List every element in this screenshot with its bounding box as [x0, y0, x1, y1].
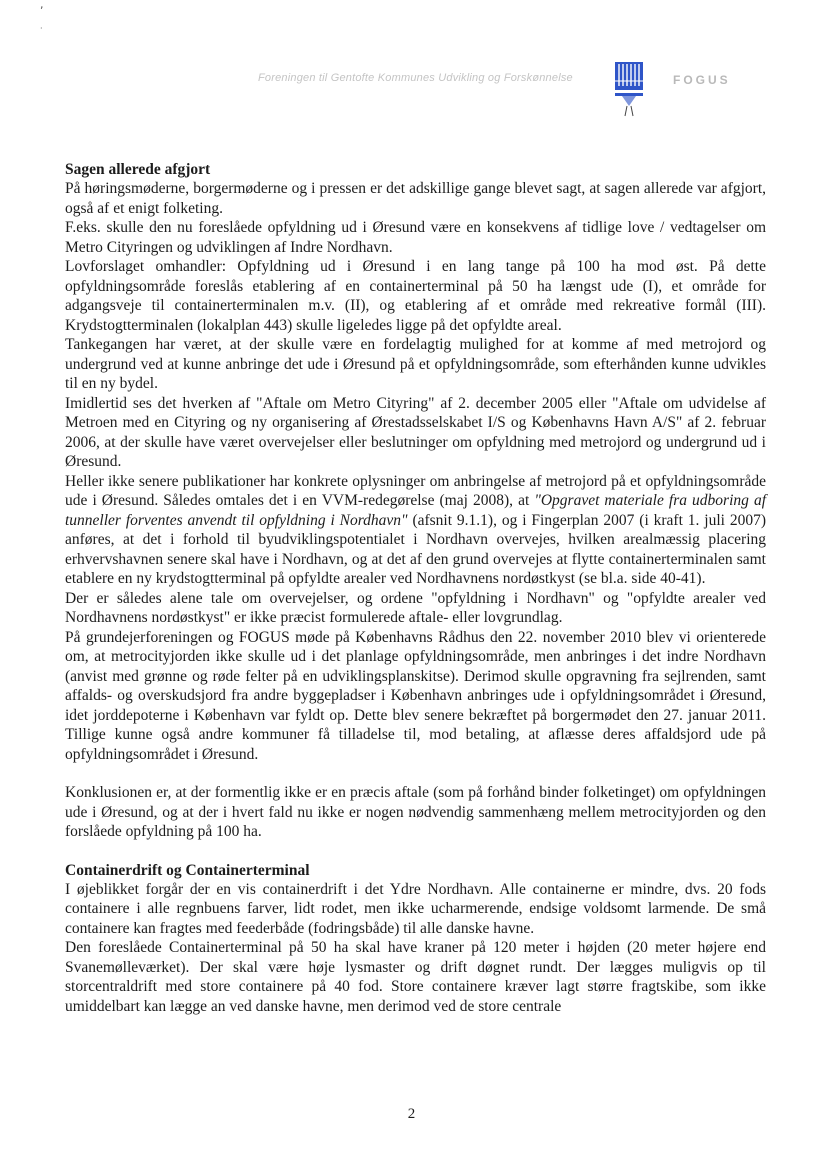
- paragraph-text: (afsnit 9.1.1), og i Fingerplan 2007 (i kraft 1. juli 2007) anføres, at det i forhold til byudviklingspotentialet i Nordhavn overvejes, hvilken arealmæssig placering erhvervshavnen senere skal have i Nordhavn, og at det af den grund overvejes at flytte containerterminalen samt etablere en ny krydstogtterminal på opfyldte arealer ved Nordhavnens nordøstkyst (se bl.a. side 40-41).: [65, 511, 766, 587]
- paragraph: Tankegangen har været, at der skulle være en fordelagtig mulighed for at komme af med metrojord og undergrund ved at kunne anbringe det ude i Øresund på et opfyldningsområde, som efterhånden kunne udvikles til en ny bydel.: [65, 336, 766, 392]
- paragraph-text: Heller ikke senere publikationer har konkrete oplysninger om anbringelse af metrojord på et opfyldningsområde ude i Øresund. Således omtales det i en VVM-redegørelse (maj 2008), at: [65, 472, 766, 509]
- spacer: [65, 842, 766, 861]
- paragraph: Lovforslaget omhandler: Opfyldning ud i Øresund i en lang tange på 100 ha mod øst. På dette opfyldningsområde foreslås etablering af en containerterminal på 50 ha længst ude (I), et område for adgangsveje til containerterminalen m.v. (II), og etablering af et område med rekreative formål (III). Krydstogtterminalen (lokalplan 443) skulle ligeledes ligge på det opfyldte areal.: [65, 258, 766, 334]
- paragraph: På grundejerforeningen og FOGUS møde på Københavns Rådhus den 22. november 2010 blev vi orienterede om, at metrocityjorden ikke skulle ud i det planlage opfyldningsområde, men anbringes i det indre Nordhavn (anvist med grønne og røde felter på en udviklingsplanskitse). Derimod skulle opgravning fra sejlrenden, samt affalds- og overskudsjord fra andre byggepladser i København anbringes ude i opfyldningsområdet i Øresund, idet jorddepoterne i København var fyldt op. Dette blev senere bekræftet på borgermødet den 27. januar 2011. Tillige kunne også andre kommuner få tilladelse til, mod betaling, at aflæsse deres affaldsjord ude på opfyldningsområdet i Øresund.: [65, 628, 766, 763]
- page-number: 2: [407, 1106, 416, 1122]
- header-tagline: Foreningen til Gentofte Kommunes Udvikling og Forskønnelse: [258, 72, 573, 84]
- paragraph: Den foreslåede Containerterminal på 50 ha skal have kraner på 120 meter i højden (20 meter højere end Svanemølleværket). Der skal være høje lysmaster og drift døgnet rundt. Der lægges muligvis op til storcentraldrift med store containere på 40 fod. Store containere kræver lagt større fragtskibe, som ikke umiddelbart kan lægge an ved danske havne, men derimod ved de store centrale: [65, 939, 766, 1015]
- paragraph: Der er således alene tale om overvejelser, og ordene "opfyldning i Nordhavn" og "opfyldte arealer ved Nordhavnens nordøstkyst" er ikke præcist formulerede aftale- eller lovgrundlag.: [65, 589, 766, 626]
- paragraph: Imidlertid ses det hverken af "Aftale om Metro Cityring" af 2. december 2005 eller "Aftale om udvidelse af Metroen med en Cityring og ny organisering af Ørestadsselskabet I/S og Københavns Havn A/S" af 2. februar 2006, at der skulle have været overvejelser eller beslutninger om opfyldning med metrojord og undergrund ud i Øresund.: [65, 394, 766, 470]
- scan-speck-1: ,: [40, 0, 44, 11]
- section-heading: Containerdrift og Containerterminal: [65, 861, 310, 879]
- spacer: [65, 764, 766, 783]
- paragraph: F.eks. skulle den nu foreslåede opfyldning ud i Øresund være en konsekvens af tidlige love / vedtagelser om Metro Cityringen og udviklingen af Indre Nordhavn.: [65, 219, 766, 256]
- brand-name: FOGUS: [673, 73, 731, 87]
- paragraph-with-quote: [65, 472, 766, 589]
- paragraph: På høringsmøderne, borgermøderne og i pressen er det adskillige gange blevet sagt, at sagen allerede var afgjort, også af et enigt folketing.: [65, 180, 766, 217]
- quoted-text: "Opgravet materiale fra udboring af tunneller forventes anvendt til opfyldning i Nordhavn": [65, 492, 766, 529]
- conclusion-paragraph: Konklusionen er, at der formentlig ikke er en præcis aftale (som på forhånd binder folketinget) om opfyldningen ude i Øresund, og at der i hvert fald nu ikke er nogen nødvendig sammenhæng mellem metrocityjorden og den forslåede opfyldning på 100 ha.: [65, 784, 766, 840]
- section-heading: Sagen allerede afgjort: [65, 161, 211, 178]
- scan-speck-2: ·: [40, 24, 43, 33]
- document-body: [65, 160, 766, 1016]
- paragraph: I øjeblikket forgår der en vis containerdrift i det Ydre Nordhavn. Alle containerne er mindre, dvs. 20 fods containere i alle regnbuens farver, lidt rodet, men ikke ucharmerende, endsige voldsomt larmende. De små containere kan fragtes med feederbåde (fodringsbåde) til alle danske havne.: [65, 880, 766, 937]
- fogus-logo-icon: [614, 60, 644, 118]
